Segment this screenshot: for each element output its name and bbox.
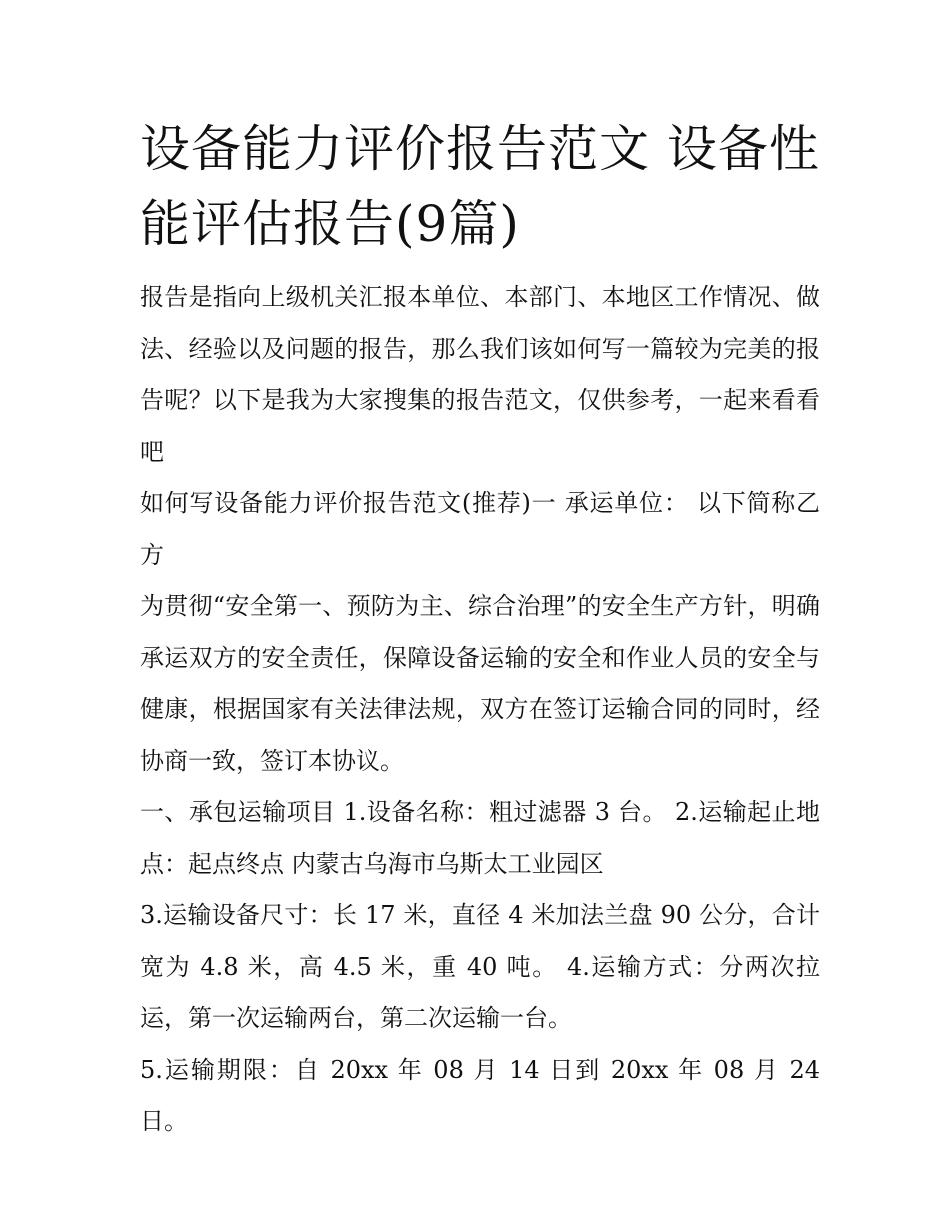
paragraph-dimensions: 3.运输设备尺寸：长 17 米，直径 4 米加法兰盘 90 公分，合计宽为 4.8 米，高 4.5 米，重 40 吨。 4.运输方式：分两次拉运，第一次运输两台，第二次运输一台。 [140,901,820,1032]
paragraph-intro: 报告是指向上级机关汇报本单位、本部门、本地区工作情况、做法、经验以及问题的报告，那么我们该如何写一篇较为完美的报告呢？以下是我为大家搜集的报告范文，仅供参考，一起来看看吧 [140,283,820,466]
document-title: 设备能力评价报告范文 设备性能评估报告(9篇) [140,120,820,253]
paragraph-heading: 如何写设备能力评价报告范文(推荐)一 承运单位： 以下简称乙方 [140,489,820,569]
paragraph-project: 一、承包运输项目 1.设备名称：粗过滤器 3 台。 2.运输起止地点：起点终点 内蒙古乌海市乌斯太工业园区 [140,798,820,878]
document-page [140,112,820,1148]
paragraph-period: 5.运输期限：自 20xx 年 08 月 14 日到 20xx 年 08 月 24 日。 [140,1055,820,1135]
paragraph-purpose: 为贯彻“安全第一、预防为主、综合治理”的安全生产方针，明确承运双方的安全责任，保障设备运输的安全和作业人员的安全与健康，根据国家有关法律法规，双方在签订运输合同的同时，经协商一致，签订本协议。 [140,592,820,775]
